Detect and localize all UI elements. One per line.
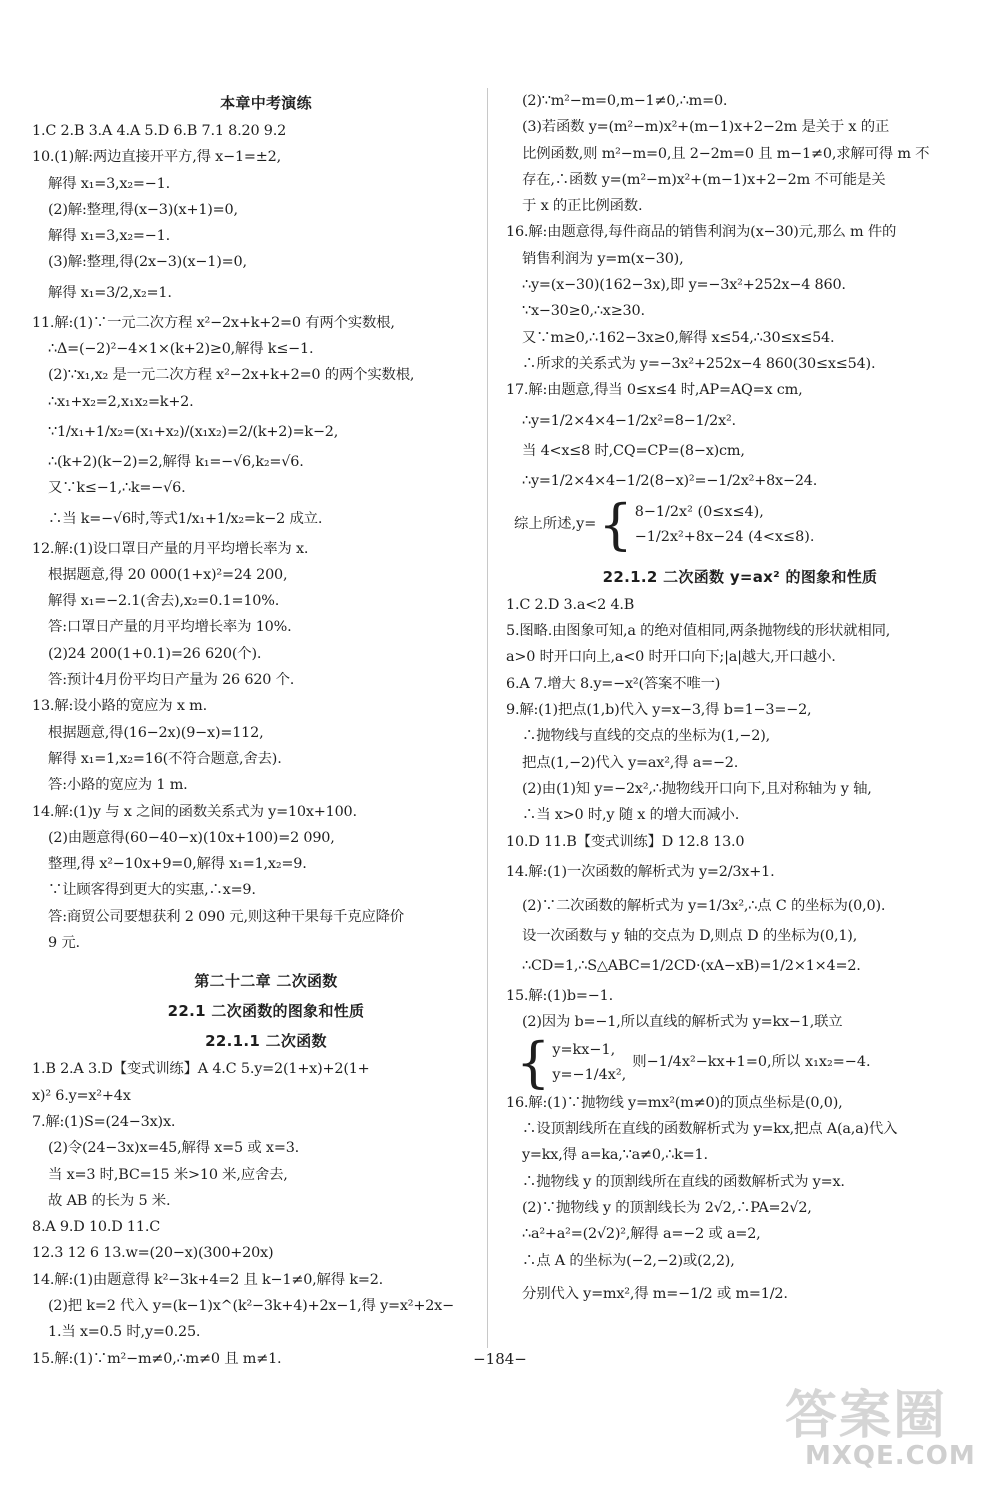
answer-line: (2)因为 b=−1,所以直线的解析式为 y=kx−1,联立 <box>522 1014 843 1031</box>
answer-line: 把点(1,−2)代入 y=ax²,得 a=−2. <box>522 754 739 771</box>
answer-line: 存在,∴函数 y=(m²−m)x²+(m−1)x+2−2m 不可能是关 <box>522 171 886 188</box>
answer-line: ∴y=1/2×4×4−1/2(8−x)²=−1/2x²+8x−24. <box>522 472 818 489</box>
answer-line: 10.(1)解:两边直接开平方,得 x−1=±2, <box>32 149 281 166</box>
answer-line: 17.解:由题意,得当 0≤x≤4 时,AP=AQ=x cm, <box>506 382 803 399</box>
watermark-logo: 答案圈 <box>785 1386 948 1446</box>
answer-line: 15.解:(1)∵m²−m≠0,∴m≠0 且 m≠1. <box>32 1350 282 1367</box>
answer-line: ∴y=(x−30)(162−3x),即 y=−3x²+252x−4 860. <box>522 277 846 294</box>
right-column-part-b <box>506 552 974 1036</box>
answer-line: 解得 x₁=3,x₂=−1. <box>48 175 170 192</box>
answer-line: ∴Δ=(−2)²−4×1×(k+2)≥0,解得 k≤−1. <box>48 341 314 358</box>
left-brace-icon: { <box>516 1030 551 1094</box>
answer-line: 整理,得 x²−10x+9=0,解得 x₁=1,x₂=9. <box>48 856 307 873</box>
section-heading: 第二十二章 二次函数 <box>194 972 338 991</box>
answer-line: ∴抛物线与直线的交点的坐标为(1,−2), <box>522 728 771 745</box>
system-tail: 则−1/4x²−kx+1=0,所以 x₁x₂=−4. <box>632 1054 871 1071</box>
answer-line: 解得 x₁=3,x₂=−1. <box>48 228 170 245</box>
answer-line: 比例函数,则 m²−m=0,且 2−2m=0 且 m−1≠0,求解可得 m 不 <box>522 145 930 162</box>
answer-line: ∴当 x>0 时,y 随 x 的增大而减小. <box>522 807 740 824</box>
answer-line: ∴设顶割线所在直线的函数解析式为 y=kx,把点 A(a,a)代入 <box>522 1121 898 1138</box>
answer-line: 分别代入 y=mx²,得 m=−1/2 或 m=1/2. <box>522 1285 788 1302</box>
answer-line: a>0 时开口向上,a<0 时开口向下;|a|越大,开口越小. <box>506 649 836 666</box>
spacer <box>506 552 974 562</box>
answer-line: 当 x=3 时,BC=15 米>10 米,应舍去, <box>48 1166 288 1183</box>
answer-line: 5.图略.由图象可知,a 的绝对值相同,两条抛物线的形状就相同, <box>506 623 891 640</box>
answer-line: 答:小路的宽应为 1 m. <box>48 777 188 794</box>
answer-line: ∴所求的关系式为 y=−3x²+252x−4 860(30≤x≤54). <box>522 355 876 372</box>
answer-line: ∴点 A 的坐标为(−2,−2)或(2,2), <box>522 1252 735 1269</box>
answer-line: 9 元. <box>48 935 80 952</box>
answer-line: (2)∵m²−m=0,m−1≠0,∴m=0. <box>522 93 728 109</box>
answer-line: 于 x 的正比例函数. <box>522 198 643 215</box>
answer-line: 16.解:(1)∵抛物线 y=mx²(m≠0)的顶点坐标是(0,0), <box>506 1094 843 1111</box>
answer-line: 答:口罩日产量的月平均增长率为 10%. <box>48 619 292 636</box>
answer-line: (2)∵抛物线 y 的顶割线长为 2√2,∴PA=2√2, <box>522 1199 812 1216</box>
answer-line: 故 AB 的长为 5 米. <box>48 1192 171 1209</box>
answer-line: 解得 x₁=−2.1(舍去),x₂=0.1=10%. <box>48 593 280 610</box>
answer-line: 设一次函数与 y 轴的交点为 D,则点 D 的坐标为(0,1), <box>522 927 858 944</box>
answer-line: 15.解:(1)b=−1. <box>506 988 613 1005</box>
piecewise-row-2: −1/2x²+8x−24 (4<x≤8). <box>634 528 815 545</box>
answer-line: 9.解:(1)把点(1,b)代入 y=x−3,得 b=1−3=−2, <box>506 702 812 719</box>
answer-line: 根据题意,得 20 000(1+x)²=24 200, <box>48 566 288 583</box>
answer-line: ∴CD=1,∴S△ABC=1/2CD·(xA−xB)=1/2×1×4=2. <box>522 958 861 975</box>
answer-line: 1.B 2.A 3.D【变式训练】A 4.C 5.y=2(1+x)+2(1+ <box>32 1061 370 1078</box>
answer-line: 14.解:(1)y 与 x 之间的函数关系式为 y=10x+100. <box>32 803 357 820</box>
answer-line: ∴x₁+x₂=2,x₁x₂=k+2. <box>48 393 194 410</box>
watermark-url: MXQE.COM <box>805 1441 976 1471</box>
section-heading: 本章中考演练 <box>220 94 312 112</box>
answer-line: 1.C 2.D 3.a<2 4.B <box>506 596 635 613</box>
answer-line: 当 4<x≤8 时,CQ=CP=(8−x)cm, <box>522 442 745 459</box>
right-column <box>506 88 974 1314</box>
section-heading: 22.1.2 二次函数 y=ax² 的图象和性质 <box>602 567 878 586</box>
answer-line: 16.解:由题意得,每件商品的销售利润为(x−30)元,那么 m 件的 <box>506 224 897 241</box>
answer-line: (2)把 k=2 代入 y=(k−1)x^(k²−3k+4)+2x−1,得 y=x²+2x− <box>48 1297 454 1314</box>
answer-line: 1.C 2.B 3.A 4.A 5.D 6.B 7.1 8.20 9.2 <box>32 123 287 139</box>
answer-line: 解得 x₁=3/2,x₂=1. <box>48 284 172 301</box>
section-heading: 22.1.1 二次函数 <box>205 1032 327 1051</box>
piecewise-row-1: 8−1/2x² (0≤x≤4), <box>634 503 764 520</box>
answer-line: ∴y=1/2×4×4−1/2x²=8−1/2x². <box>522 412 736 429</box>
answer-line: (2)解:整理,得(x−3)(x+1)=0, <box>48 201 238 218</box>
answer-line: 又∵m≥0,∴162−3x≥0,解得 x≤54,∴30≤x≤54. <box>522 329 835 346</box>
answer-line: (2)∵二次函数的解析式为 y=1/3x²,∴点 C 的坐标为(0,0). <box>522 897 886 914</box>
piecewise-lead: 综上所述,y= <box>514 516 597 533</box>
answer-line: 7.解:(1)S=(24−3x)x. <box>32 1113 176 1130</box>
answer-line: (3)若函数 y=(m²−m)x²+(m−1)x+2−2m 是关于 x 的正 <box>522 119 890 136</box>
answer-line: ∴(k+2)(k−2)=2,解得 k₁=−√6,k₂=√6. <box>48 453 304 470</box>
answer-line: ∴a²+a²=(2√2)²,解得 a=−2 或 a=2, <box>522 1226 761 1243</box>
answer-line: 14.解:(1)由题意得 k²−3k+4=2 且 k−1≠0,解得 k=2. <box>32 1271 384 1288</box>
answer-line: (3)解:整理,得(2x−3)(x−1)=0, <box>48 254 247 271</box>
watermark <box>785 1373 990 1483</box>
answer-line: ∴当 k=−√6时,等式1/x₁+1/x₂=k−2 成立. <box>48 510 323 527</box>
answer-line: 6.A 7.增大 8.y=−x²(答案不唯一) <box>506 675 721 692</box>
answer-line: (2)24 200(1+0.1)=26 620(个). <box>48 645 262 662</box>
answer-line: 根据题意,得(16−2x)(9−x)=112, <box>48 724 264 741</box>
system-row-1: y=kx−1, <box>552 1041 616 1058</box>
answer-line: 8.A 9.D 10.D 11.C <box>32 1219 161 1236</box>
answer-line: ∵让顾客得到更大的实惠,∴x=9. <box>48 882 256 899</box>
spacer <box>32 956 500 966</box>
right-column-part-c <box>506 1090 974 1314</box>
answer-line: 销售利润为 y=m(x−30), <box>522 250 684 267</box>
equation-system <box>506 1030 974 1094</box>
answer-line: 解得 x₁=1,x₂=16(不符合题意,舍去). <box>48 750 282 767</box>
answer-line: 12.3 12 6 13.w=(20−x)(300+20x) <box>32 1245 274 1262</box>
system-row-2: y=−1/4x², <box>552 1066 627 1083</box>
answer-line: 1.当 x=0.5 时,y=0.25. <box>48 1324 201 1341</box>
answer-line: 13.解:设小路的宽应为 x m. <box>32 698 207 715</box>
answer-line: (2)∵x₁,x₂ 是一元二次方程 x²−2x+k+2=0 的两个实数根, <box>48 367 415 384</box>
piecewise-function <box>506 492 974 556</box>
answer-line: 11.解:(1)∵一元二次方程 x²−2x+k+2=0 有两个实数根, <box>32 314 395 331</box>
answer-line: x)² 6.y=x²+4x <box>32 1087 131 1104</box>
left-brace-icon: { <box>598 492 633 556</box>
answer-line: 14.解:(1)一次函数的解析式为 y=2/3x+1. <box>506 863 775 880</box>
answer-line: 又∵k≤−1,∴k=−√6. <box>48 480 186 497</box>
answer-line: 答:商贸公司要想获利 2 090 元,则这种干果每千克应降价 <box>48 908 404 925</box>
answer-line: 10.D 11.B【变式训练】D 12.8 13.0 <box>506 833 745 850</box>
answer-line: ∵1/x₁+1/x₂=(x₁+x₂)/(x₁x₂)=2/(k+2)=k−2, <box>48 423 339 440</box>
answer-line: 答:预计4月份平均日产量为 26 620 个. <box>48 672 295 689</box>
section-heading: 22.1 二次函数的图象和性质 <box>167 1002 365 1021</box>
answer-line: y=kx,得 a=ka,∵a≠0,∴k=1. <box>522 1147 708 1164</box>
answer-line: ∵x−30≥0,∴x≥30. <box>522 303 645 320</box>
answer-line: (2)由(1)知 y=−2x²,∴抛物线开口向下,且对称轴为 y 轴, <box>522 780 872 797</box>
left-column <box>32 88 500 1372</box>
answer-line: (2)由题意得(60−40−x)(10x+100)=2 090, <box>48 829 335 846</box>
right-column-part-a <box>506 88 974 498</box>
answer-line: ∴抛物线 y 的顶割线所在直线的函数解析式为 y=x. <box>522 1173 845 1190</box>
page-number: −184− <box>473 1350 527 1368</box>
answer-line: (2)令(24−3x)x=45,解得 x=5 或 x=3. <box>48 1140 300 1157</box>
answer-line: 12.解:(1)设口罩日产量的月平均增长率为 x. <box>32 540 309 557</box>
